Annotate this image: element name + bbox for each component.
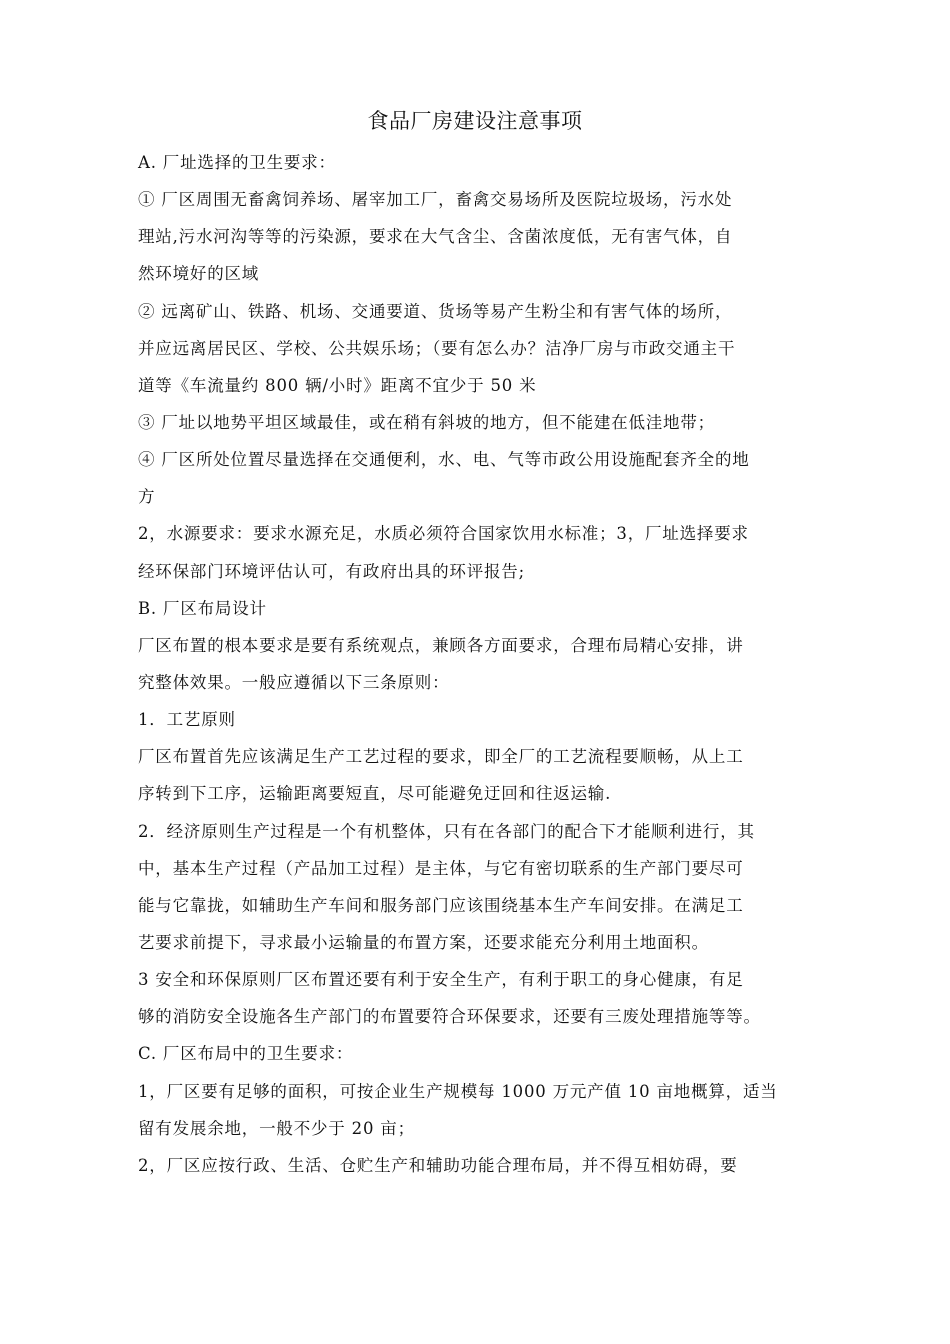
text-line: 1，厂区要有足够的面积，可按企业生产规模每 1000 万元产值 10 亩地概算，适当	[138, 1081, 778, 1101]
text-line: 2．经济原则生产过程是一个有机整体，只有在各部门的配合下才能顺利进行，其	[138, 821, 755, 841]
text-line: 够的消防安全设施各生产部门的布置要符合环保要求，还要有三废处理措施等等。	[138, 1007, 761, 1027]
text-line: 序转到下工序，运输距离要短直，尽可能避免迂回和往返运输.	[138, 784, 612, 804]
text-line: 3 安全和环保原则厂区布置还要有利于安全生产，有利于职工的身心健康，有足	[138, 970, 744, 990]
text-line: C. 厂区布局中的卫生要求：	[138, 1044, 354, 1064]
text-line: 道等《车流量约 800 辆/小时》距离不宜少于 50 米	[138, 375, 537, 395]
text-line: 方	[138, 487, 156, 507]
text-line: 能与它靠拢，如辅助生产车间和服务部门应该围绕基本生产车间安排。在满足工	[138, 895, 744, 915]
text-line: 究整体效果。一般应遵循以下三条原则：	[138, 672, 450, 692]
text-line: 经环保部门环境评估认可，有政府出具的环评报告;	[138, 561, 525, 581]
text-line: ① 厂区周围无畜禽饲养场、屠宰加工厂，畜禽交易场所及医院垃圾场，污水处	[138, 190, 733, 210]
text-line: 2，水源要求：要求水源充足，水质必须符合国家饮用水标准；3，厂址选择要求	[138, 524, 749, 544]
document-body	[138, 144, 828, 1184]
text-line: 然环境好的区域	[138, 264, 260, 284]
text-line: 2，厂区应按行政、生活、仓贮生产和辅助功能合理布局，并不得互相妨碍，要	[138, 1155, 738, 1175]
text-line: ② 远离矿山、铁路、机场、交通要道、货场等易产生粉尘和有害气体的场所，	[138, 301, 733, 321]
text-line: 留有发展余地，一般不少于 20 亩；	[138, 1118, 415, 1138]
document-title: 食品厂房建设注意事项	[367, 109, 583, 133]
text-line: 并应远离居民区、学校、公共娱乐场；（要有怎么办？洁净厂房与市政交通主干	[138, 338, 736, 358]
text-line: 厂区布置首先应该满足生产工艺过程的要求，即全厂的工艺流程要顺畅，从上工	[138, 747, 744, 767]
text-line: A. 厂址选择的卫生要求：	[138, 153, 336, 172]
text-line: ④ 厂区所处位置尽量选择在交通便利，水、电、气等市政公用设施配套齐全的地	[138, 450, 750, 470]
text-line: 1．工艺原则	[138, 710, 236, 730]
text-line: 厂区布置的根本要求是要有系统观点，兼顾各方面要求，合理布局精心安排，讲	[138, 635, 744, 655]
text-line: ③ 厂址以地势平坦区域最佳，或在稍有斜坡的地方，但不能建在低洼地带；	[138, 412, 715, 432]
text-line: 中，基本生产过程（产品加工过程）是主体，与它有密切联系的生产部门要尽可	[138, 858, 744, 878]
text-line: B. 厂区布局设计	[138, 598, 267, 618]
text-line: 理站,污水河沟等等的污染源，要求在大气含尘、含菌浓度低，无有害气体，自	[138, 227, 733, 247]
text-line: 艺要求前提下，寻求最小运输量的布置方案，还要求能充分利用土地面积。	[138, 932, 709, 952]
